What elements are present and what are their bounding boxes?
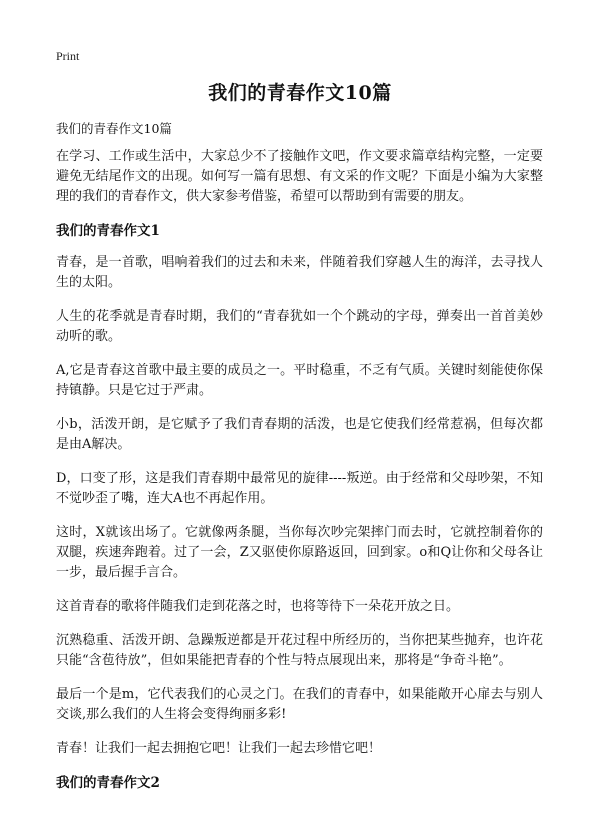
section-heading-2: 我们的青春作文2 <box>56 775 160 791</box>
paragraph: 青春，是一首歌，唱响着我们的过去和未来，伴随着我们穿越人生的海洋，去寻找人生的太阳。 <box>56 255 543 290</box>
print-link[interactable]: Print <box>56 49 80 63</box>
paragraph: 这首青春的歌将伴随我们走到花落之时，也将等待下一朵花开放之日。 <box>56 599 460 614</box>
section-heading-1: 我们的青春作文1 <box>56 223 160 239</box>
document-subtitle: 我们的青春作文10篇 <box>56 121 172 136</box>
paragraph: D，口变了形，这是我们青春期中最常见的旋律----叛逆。由于经常和父母吵架，不知不觉吵歪了嘴，连大A也不再起作用。 <box>56 471 543 506</box>
document-title: 我们的青春作文10篇 <box>208 82 392 104</box>
paragraph: 人生的花季就是青春时期，我们的“青春犹如一个个跳动的字母，弹奏出一首首美妙动听的歌。 <box>56 309 543 344</box>
paragraph: A,它是青春这首歌中最主要的成员之一。平时稳重，不乏有气质。关键时刻能使你保持镇静。只是它过于严肃。 <box>56 363 543 398</box>
document-body <box>56 120 543 805</box>
paragraph: 这时，X就该出场了。它就像两条腿，当你每次吵完架摔门而去时，它就控制着你的双腿，疾速奔跑着。过了一会，Z又驱使你原路返回，回到家。o和Q让你和父母各让一步，最后握手言合。 <box>56 525 543 580</box>
paragraph: 小b，活泼开朗，是它赋予了我们青春期的活泼，也是它使我们经常惹祸，但每次都是由A解决。 <box>56 417 543 452</box>
paragraph: 青春！让我们一起去拥抱它吧！让我们一起去珍惜它吧！ <box>56 741 382 756</box>
paragraph: 沉熟稳重、活泼开朗、急躁叛逆都是开花过程中所经历的，当你把某些抛弃，也许花只能“含苞待放”，但如果能把青春的个性与特点展现出来，那将是“争奇斗艳”。 <box>56 633 543 668</box>
intro-paragraph: 在学习、工作或生活中，大家总少不了接触作文吧，作文要求篇章结构完整，一定要避免无结尾作文的出现。如何写一篇有思想、有文采的作文呢？下面是小编为大家整理的我们的青春作文，供大家参考借鉴，希望可以帮助到有需要的朋友。 <box>56 149 543 204</box>
paragraph: 最后一个是m，它代表我们的心灵之门。在我们的青春中，如果能敞开心扉去与别人交谈,那么我们的人生将会变得绚丽多彩! <box>56 687 543 722</box>
